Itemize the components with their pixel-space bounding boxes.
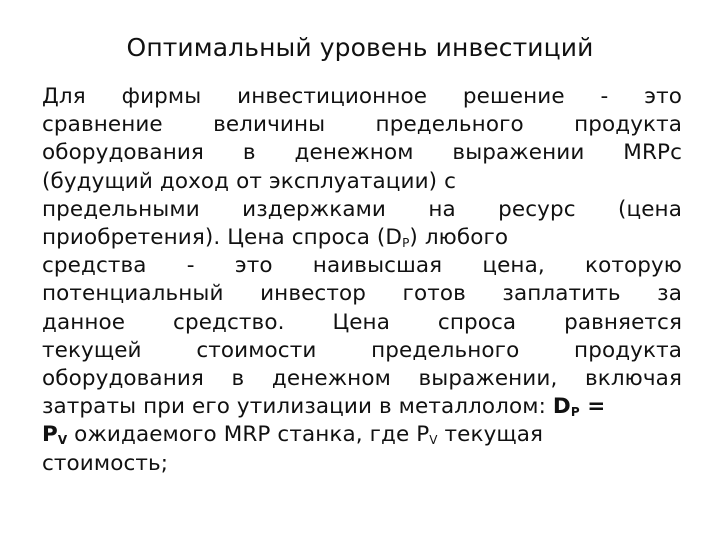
slide-title: Оптимальный уровень инвестиций [126, 33, 594, 62]
slide-body-text [42, 83, 682, 478]
pv-subscript: V [429, 433, 438, 448]
body-line-8: потенциальный инвестор готов заплатить за [42, 281, 682, 307]
body-line-13-part-c: текущая [437, 422, 544, 448]
dp-subscript: P [402, 236, 410, 251]
body-line-4: (будущий доход от эксплуатации) с [42, 168, 457, 194]
body-line-6-part-b: ) любого [409, 225, 509, 251]
body-line-2: сравнение величины предельного продукта [42, 112, 682, 138]
formula-pv-subscript: V [57, 433, 68, 448]
body-line-13 [42, 421, 682, 449]
body-line-1: Для фирмы инвестиционное решение - это [42, 84, 682, 109]
body-line-10: текущей стоимости предельного продукта [42, 337, 682, 363]
body-line-5: предельными издержками на ресурс (цена [42, 196, 682, 222]
formula-pv-letter: P [42, 422, 58, 448]
body-line-6-part-a: приобретения). Цена спроса (D [42, 225, 403, 251]
formula-dp-subscript: P [570, 405, 580, 420]
formula-dp [553, 394, 580, 419]
formula-pv [42, 422, 67, 447]
body-line-9: данное средство. Цена спроса равняется [42, 309, 682, 335]
formula-dp-letter: D [552, 394, 571, 420]
formula-equals: = [579, 394, 606, 420]
body-line-6 [42, 224, 682, 252]
body-line-13-part-b: ожидаемого MRP станка, где P [67, 422, 430, 448]
body-line-12-part-a: затраты при его утилизации в металлолом: [42, 394, 553, 420]
body-line-7: средства - это наивысшая цена, которую [42, 253, 682, 279]
body-line-12 [42, 393, 682, 421]
body-line-11: оборудования в денежном выражении, включая [42, 366, 682, 392]
body-line-14: стоимость; [42, 450, 169, 476]
body-line-3: оборудования в денежном выражении MRPс [42, 140, 682, 166]
